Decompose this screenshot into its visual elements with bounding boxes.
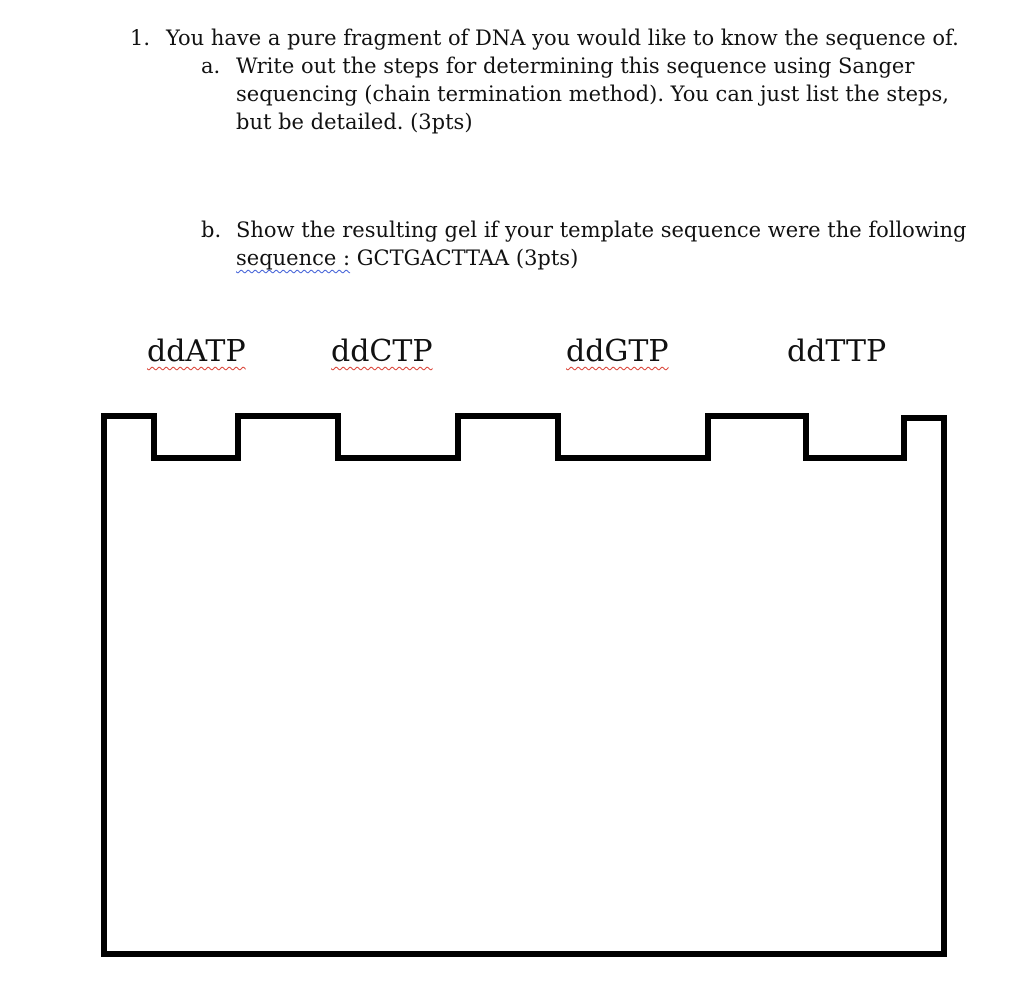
question-number: 1. xyxy=(130,26,151,50)
question-text: You have a pure fragment of DNA you would like to know the sequence of. xyxy=(166,26,959,50)
lane-label-ddgtp: ddGTP xyxy=(566,334,669,369)
part-a-line-1: Write out the steps for determining this sequence using Sanger xyxy=(236,54,915,78)
lane-label-ddttp: ddTTP xyxy=(787,334,887,369)
sequence-value: GCTGACTTAA (3pts) xyxy=(350,246,579,270)
part-a-line-2: sequencing (chain termination method). You can just list the steps, xyxy=(236,82,949,106)
gel-outline xyxy=(104,416,944,954)
part-a-line-3: but be detailed. (3pts) xyxy=(236,110,473,134)
lane-label-ddatp: ddATP xyxy=(147,334,246,369)
sequence-word: sequence : xyxy=(236,246,351,270)
part-b-letter: b. xyxy=(201,218,222,242)
part-b-line-1: Show the resulting gel if your template sequence were the following xyxy=(236,218,967,242)
part-a-letter: a. xyxy=(201,54,221,78)
lane-label-ddctp: ddCTP xyxy=(331,334,433,369)
